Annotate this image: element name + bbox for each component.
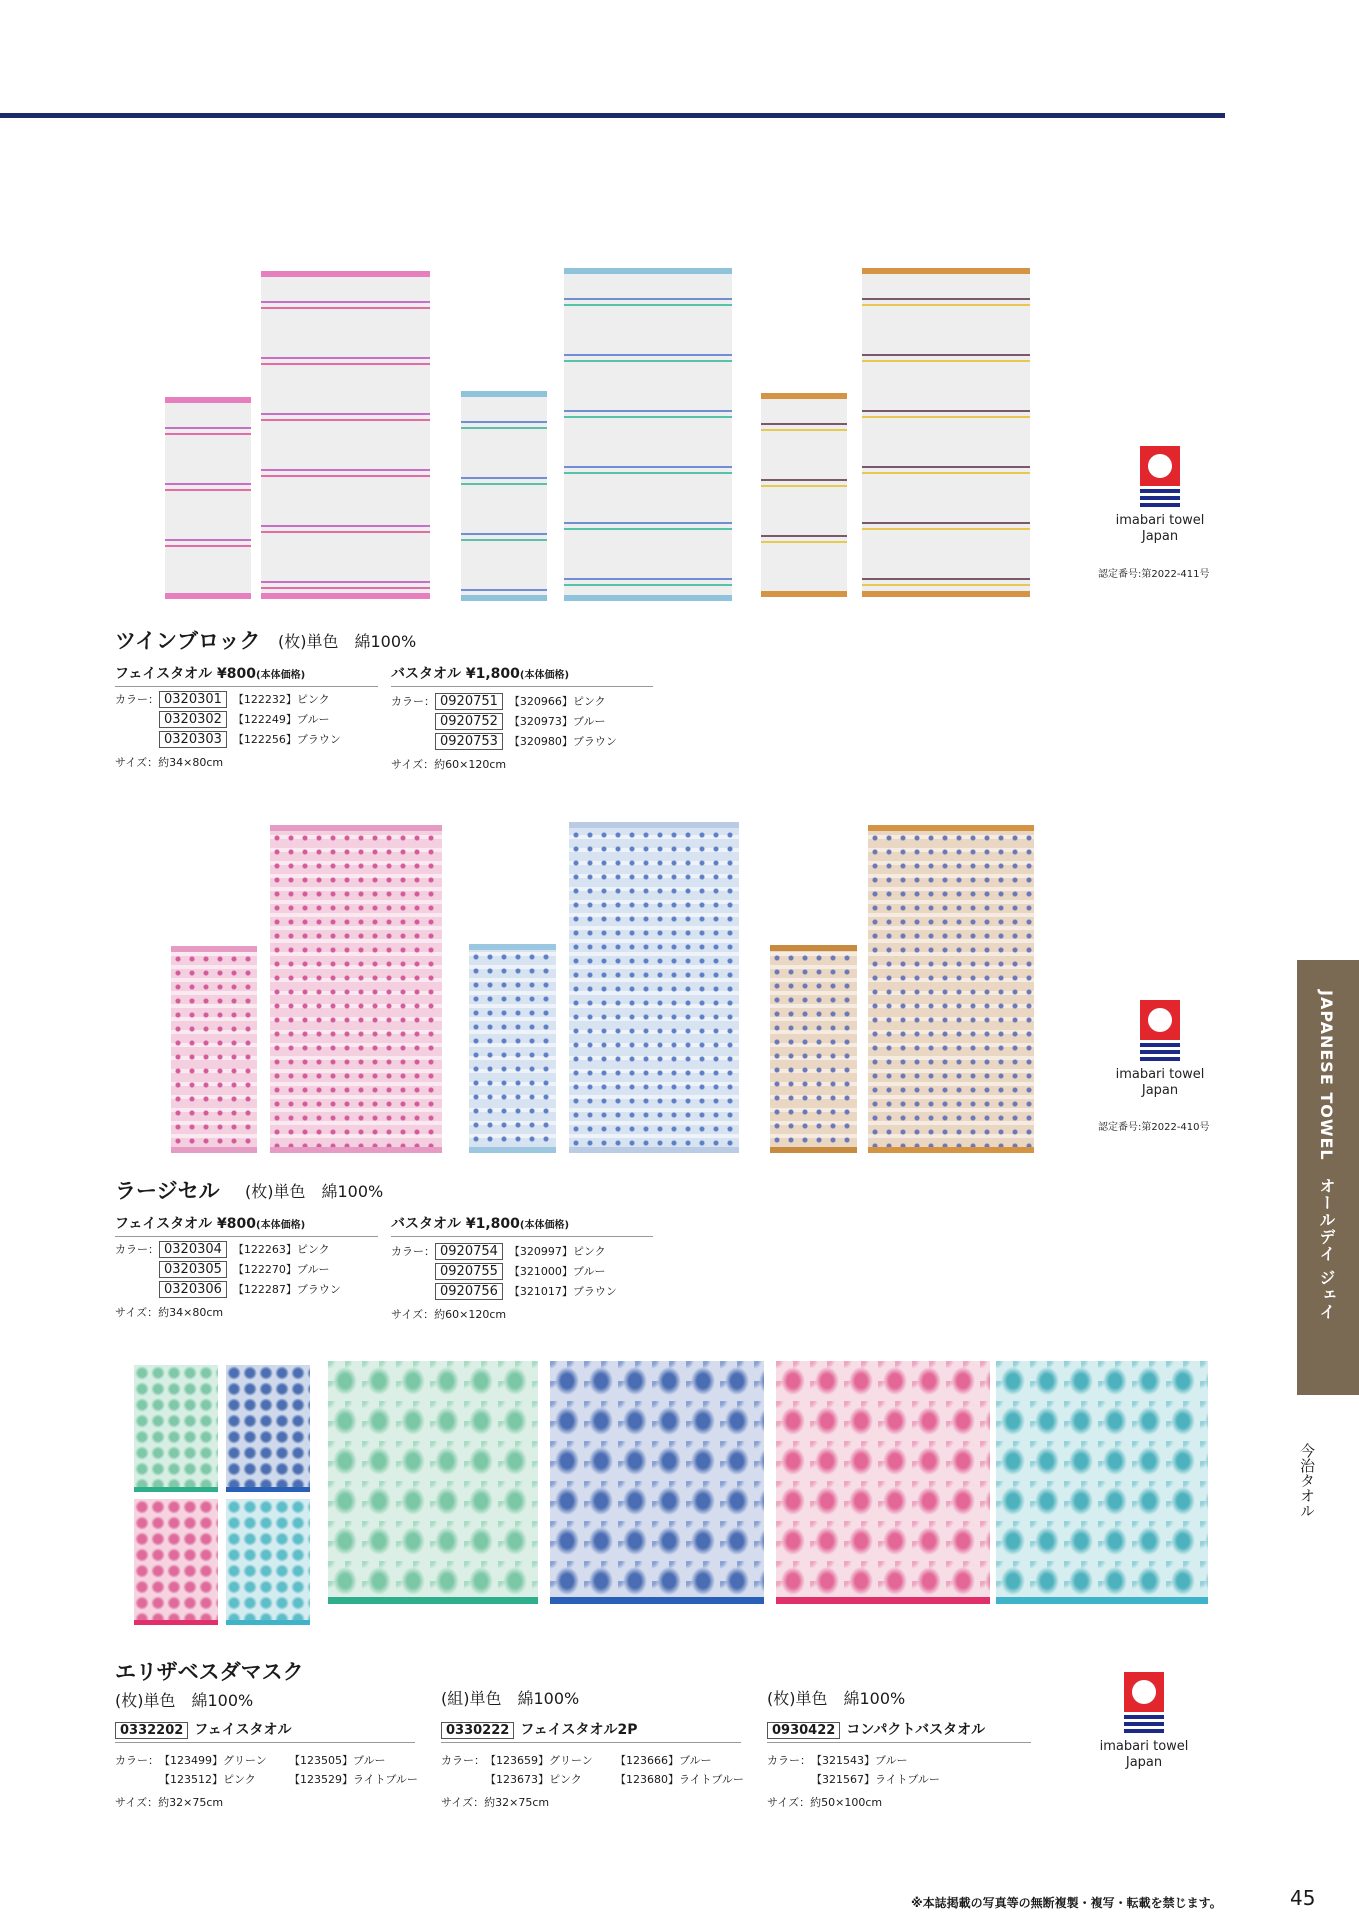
towel-image-blue xyxy=(550,1361,764,1604)
product-code: 0320306 xyxy=(159,1281,227,1298)
size-text: サイズ：約32×75cm xyxy=(115,1796,224,1809)
towel-image-blue-face xyxy=(469,944,556,1153)
product-code: 0320303 xyxy=(159,731,227,748)
product-spec: (組)単色 綿100% xyxy=(441,1689,580,1708)
product-code: 0920752 xyxy=(435,713,503,730)
size-text: サイズ：約34×80cm xyxy=(115,756,224,769)
product-title: ツインブロック xyxy=(115,629,261,653)
size-text: サイズ：約60×120cm xyxy=(391,758,507,771)
towel-image-brown-bath xyxy=(862,268,1030,597)
bath-towel-price: バスタオル ¥1,800(本体価格) xyxy=(391,663,653,687)
imabari-logo: imabari towel Japan xyxy=(1089,1672,1199,1771)
towel-image-pink-face xyxy=(171,946,257,1153)
towel-image-lightblue xyxy=(996,1361,1208,1604)
copyright-notice: ※本誌掲載の写真等の無断複製・複写・転載を禁じます。 xyxy=(911,1896,1222,1910)
size-text: サイズ：約34×80cm xyxy=(115,1306,224,1319)
product-code: 0320301 xyxy=(159,691,227,708)
product-code: 0920755 xyxy=(435,1263,503,1280)
product-name: 0930422 コンパクトバスタオル xyxy=(767,1719,1031,1743)
product-code: 0332202 xyxy=(115,1722,188,1739)
product-name: 0330222 フェイスタオル2P xyxy=(441,1719,741,1743)
towel-pack-image-blue xyxy=(226,1365,310,1492)
size-text: サイズ：約32×75cm xyxy=(441,1796,550,1809)
product-spec: (枚)単色 綿100% xyxy=(278,632,417,651)
product-code: 0320305 xyxy=(159,1261,227,1278)
towel-image-pink-face xyxy=(165,397,251,599)
size-text: サイズ：約50×100cm xyxy=(767,1796,883,1809)
product-spec: (枚)単色 綿100% xyxy=(245,1182,384,1201)
page-number: 45 xyxy=(1290,1886,1316,1910)
face-towel-price: フェイスタオル ¥800(本体価格) xyxy=(115,663,378,687)
towel-image-blue-bath xyxy=(569,822,739,1153)
towel-image-blue-face xyxy=(461,391,547,601)
product-spec: (枚)単色 綿100% xyxy=(115,1691,254,1710)
header-rule xyxy=(0,113,1225,118)
side-index-tab xyxy=(1297,960,1359,1395)
product-code: 0920756 xyxy=(435,1283,503,1300)
bath-towel-price: バスタオル ¥1,800(本体価格) xyxy=(391,1213,653,1237)
product-title: エリザベスダマスク xyxy=(115,1660,304,1684)
product-name: 0332202 フェイスタオル xyxy=(115,1719,415,1743)
product-code: 0320302 xyxy=(159,711,227,728)
side-category-label: 今治タオル xyxy=(1298,1443,1316,1518)
product-code: 0920753 xyxy=(435,733,503,750)
side-index-label: JAPANESE TOWEL オールデイ ジェイ xyxy=(1317,990,1336,1321)
product-code: 0930422 xyxy=(767,1722,840,1739)
imabari-logo: imabari towel Japan xyxy=(1105,446,1215,545)
product-code: 0320304 xyxy=(159,1241,227,1258)
towel-image-pink xyxy=(776,1361,990,1604)
face-towel-price: フェイスタオル ¥800(本体価格) xyxy=(115,1213,378,1237)
towel-image-brown-face xyxy=(770,945,857,1153)
towel-pack-image-lightblue xyxy=(226,1499,310,1625)
towel-image-pink-bath xyxy=(261,271,430,599)
product-title: ラージセル xyxy=(115,1179,220,1203)
size-text: サイズ：約60×120cm xyxy=(391,1308,507,1321)
towel-image-brown-face xyxy=(761,393,847,597)
towel-image-green xyxy=(328,1361,538,1604)
product-spec: (枚)単色 綿100% xyxy=(767,1689,906,1708)
towel-image-blue-bath xyxy=(564,268,732,601)
towel-image-pink-bath xyxy=(270,825,442,1153)
certification-number: 認定番号:第2022-410号 xyxy=(1098,1122,1210,1133)
towel-image-brown-bath xyxy=(868,825,1034,1153)
product-code: 0920751 xyxy=(435,693,503,710)
product-code: 0330222 xyxy=(441,1722,514,1739)
certification-number: 認定番号:第2022-411号 xyxy=(1098,569,1210,580)
towel-pack-image-pink xyxy=(134,1499,218,1625)
towel-pack-image-green xyxy=(134,1365,218,1492)
product-code: 0920754 xyxy=(435,1243,503,1260)
imabari-logo: imabari towel Japan xyxy=(1105,1000,1215,1099)
